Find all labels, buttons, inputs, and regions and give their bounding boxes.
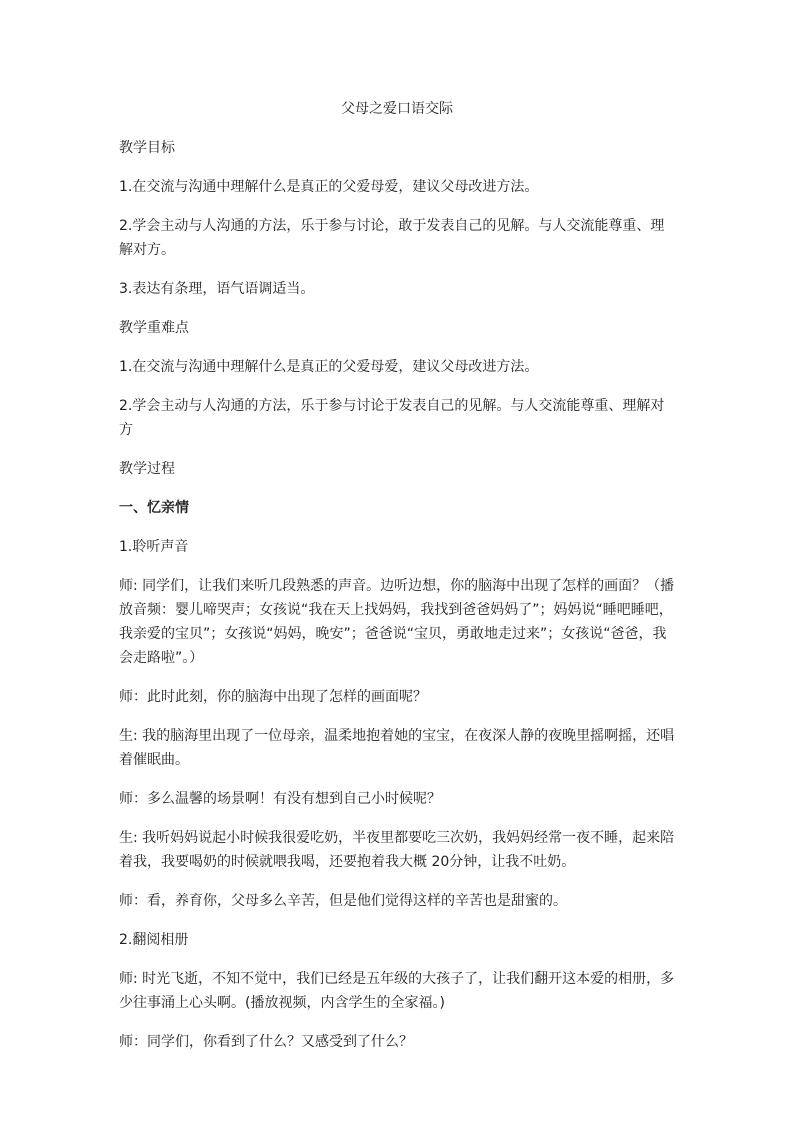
key-point-item-1: 1.在交流与沟通中理解什么是真正的父爱母爱，建议父母改进方法。 bbox=[119, 359, 539, 375]
goal-item-2: 2.学会主动与人沟通的方法，乐于参与讨论，敢于发表自己的见解。与人交流能尊重、理解对方。 bbox=[119, 218, 665, 258]
section-heading-key-points: 教学重难点 bbox=[119, 320, 189, 336]
subsection-heading-recall: 一、忆亲情 bbox=[119, 500, 189, 516]
dialogue-paragraph: 生: 我的脑海里出现了一位母亲，温柔地抱着她的宝宝，在夜深人静的夜晚里摇啊摇，还唱着催眠曲。 bbox=[119, 728, 675, 768]
key-point-item-2: 2.学会主动与人沟通的方法，乐于参与讨论于发表自己的见解。与人交流能尊重、理解对方 bbox=[119, 398, 665, 438]
section-heading-goals: 教学目标 bbox=[119, 140, 175, 156]
goal-item-1: 1.在交流与沟通中理解什么是真正的父爱母爱，建议父母改进方法。 bbox=[119, 179, 539, 195]
step-heading-listen: 1.聆听声音 bbox=[119, 539, 189, 555]
goal-item-3: 3.表达有条理，语气语调适当。 bbox=[119, 281, 315, 297]
dialogue-paragraph: 师：多么温馨的场景啊！有没有想到自己小时候呢？ bbox=[119, 791, 441, 807]
dialogue-paragraph: 师：此时此刻，你的脑海中出现了怎样的画面呢？ bbox=[119, 689, 427, 705]
step-heading-album: 2.翻阅相册 bbox=[119, 932, 189, 948]
document-body bbox=[119, 136, 677, 1069]
dialogue-paragraph: 师: 同学们，让我们来听几段熟悉的声音。边听边想，你的脑海中出现了怎样的画面？（播放音频：婴儿啼哭声；女孩说“我在天上找妈妈，我找到爸爸妈妈了”；妈妈说“睡吧睡吧，我亲爱的宝贝”；女孩说“妈妈，晚安”；爸爸说“宝贝，勇敢地走过来”；女孩说“爸爸，我会走路啦”。） bbox=[119, 578, 675, 666]
dialogue-paragraph: 师: 时光飞逝，不知不觉中，我们已经是五年级的大孩子了，让我们翻开这本爱的相册，多少往事涌上心头啊。(播放视频，内含学生的全家福。) bbox=[119, 971, 675, 1011]
dialogue-paragraph: 师：看，养育你，父母多么辛苦，但是他们觉得这样的辛苦也是甜蜜的。 bbox=[119, 893, 567, 909]
section-heading-process: 教学过程 bbox=[119, 461, 175, 477]
dialogue-paragraph: 师：同学们，你看到了什么？又感受到了什么？ bbox=[119, 1034, 413, 1050]
document-title: 父母之爱口语交际 bbox=[341, 101, 453, 117]
dialogue-paragraph: 生: 我听妈妈说起小时候我很爱吃奶，半夜里都要吃三次奶，我妈妈经常一夜不睡，起来陪着我，我要喝奶的时候就喂我喝，还要抱着我大概 20分钟，让我不吐奶。 bbox=[119, 830, 675, 870]
